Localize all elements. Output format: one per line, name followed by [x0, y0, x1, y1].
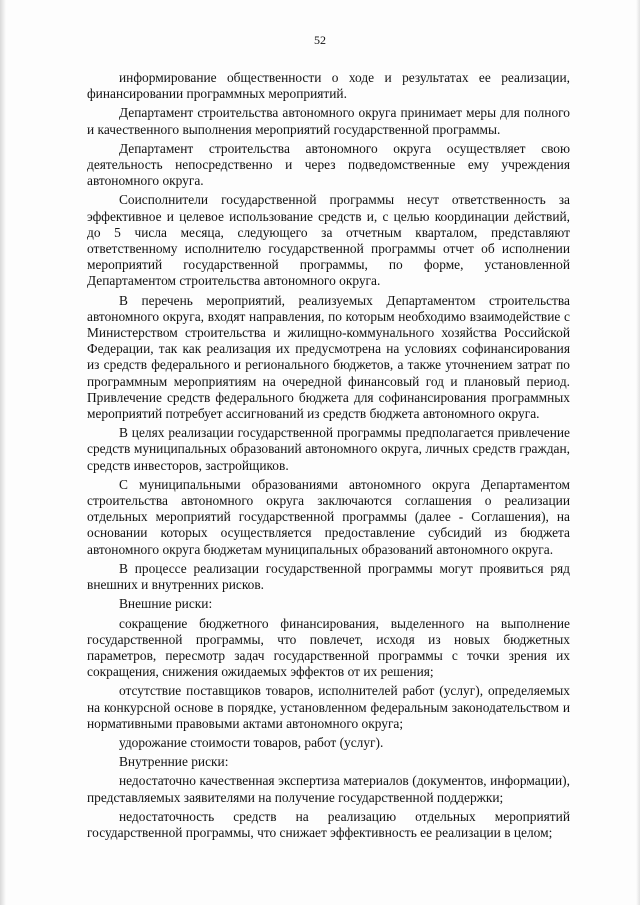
paragraph-7: С муниципальными образованиями автономного округа Департаментом строительства автономного округа заключаются соглашения о реализации отдельных мероприятий государственной программы (далее - Соглашения), на основании которых осуществляется предоставление субсидий из бюджета автономного округа бюджетам муниципальных образований автономного округа.: [87, 476, 570, 557]
internal-risks-heading: Внутренние риски:: [119, 754, 229, 770]
paragraph-15: недостаточность средств на реализацию отдельных мероприятий государственной программы, что снижает эффективность ее реализации в целом;: [87, 808, 570, 840]
paragraph-11: отсутствие поставщиков товаров, исполнителей работ (услуг), определяемых на конкурсной основе в порядке, установленном федеральным законодательством и нормативными правовыми актами автономного округа;: [87, 683, 570, 731]
external-risks-heading: Внешние риски:: [119, 596, 213, 612]
scan-edge-left: [0, 0, 6, 905]
paragraph-3: Департамент строительства автономного округа осуществляет свою деятельность непосредственно и через подведомственные ему учреждения автономного округа.: [87, 140, 570, 189]
paragraph-4: Соисполнители государственной программы несут ответственность за эффективное и целевое использование средств и, с целью координации действий, до 5 числа месяца, следующего за отчетным кварталом, представляют ответственному исполнителю государственной программы отчет об исполнении мероприятий государственной программы, по форме, установленной Департаментом строительства автономного округа.: [87, 192, 570, 289]
body-text: [87, 70, 570, 844]
paragraph-14: недостаточно качественная экспертиза материалов (документов, информации), представляемых заявителями на получение государственной поддержки;: [87, 773, 570, 805]
paragraph-6: В целях реализации государственной программы предполагается привлечение средств муниципальных образований автономного округа, личных средств граждан, средств инвесторов, застройщиков.: [87, 425, 570, 473]
paragraph-10: сокращение бюджетного финансирования, выделенного на выполнение государственной программы, что повлечет, исходя из новых бюджетных параметров, пересмотр задач государственной программы с точки зрения их сокращения, снижения ожидаемых эффектов от их решения;: [87, 615, 570, 680]
paragraph-1: информирование общественности о ходе и результатах ее реализации, финансировании программных мероприятий.: [87, 70, 570, 102]
paragraph-8: В процессе реализации государственной программы могут проявиться ряд внешних и внутренних рисков.: [87, 560, 570, 593]
scan-edge-right: [636, 0, 640, 905]
paragraph-5: В перечень мероприятий, реализуемых Департаментом строительства автономного округа, входят направления, по которым необходимо взаимодействие с Министерством строительства и жилищно-коммунального хозяйства Российской Федерации, так как реализация их предусмотрена на условиях софинансирования из средств федерального и регионального бюджетов, а также уточнением затрат по программным мероприятиям на очередной финансовый год и плановый период. Привлечение средств федерального бюджета для софинансирования программных мероприятий потребует ассигнований из средств бюджета автономного округа.: [87, 292, 570, 422]
paragraph-12: удорожание стоимости товаров, работ (услуг).: [119, 734, 384, 750]
page-number: 52: [314, 33, 326, 47]
paragraph-2: Департамент строительства автономного округа принимает меры для полного и качественного выполнения мероприятий государственной программы.: [87, 105, 570, 137]
